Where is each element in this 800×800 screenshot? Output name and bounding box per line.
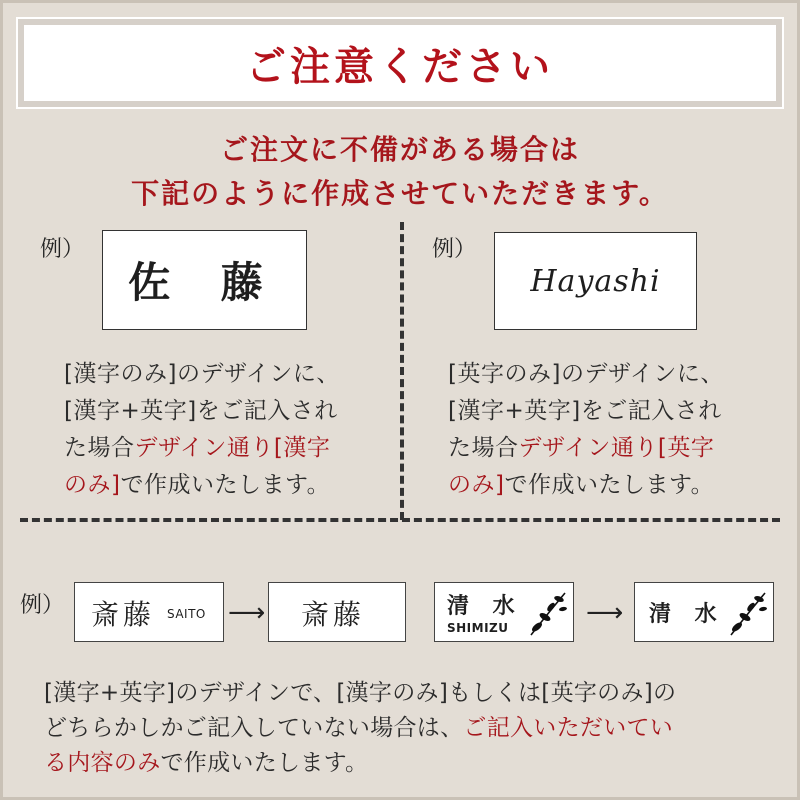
notice-banner [16,17,784,109]
right-desc-line-4 [448,467,778,504]
saito-kanji-text-after: 斎藤 [301,598,366,631]
shimizu-roman-text: SHIMIZU [447,621,509,635]
lead-text [0,128,800,216]
example-label-left: 例） [40,237,85,262]
nameplate-english-text: Hayashi [530,263,661,299]
right-description [448,356,778,504]
saito-kanji-text: 斎藤 [91,598,156,631]
left-desc-line-3 [64,430,384,467]
nameplate-saito-after [268,582,406,642]
shimizu-kanji-text-after: 清 水 [649,601,725,627]
left-desc-line-4 [64,467,384,504]
footer-line-1: [漢字+英字]のデザインで、[漢字のみ]もしくは[英字のみ]の [44,680,677,706]
arrow-icon-2: ⟶ [586,598,624,628]
left-desc-line-3-highlight: デザイン通り[漢字 [134,435,331,461]
right-desc-line-3 [448,430,778,467]
leaf-branch-icon-2 [727,587,771,639]
footer-note [44,676,784,781]
leaf-branch-icon [527,587,571,639]
lead-line-1: ご注文に不備がある場合は [219,133,580,166]
nameplate-saito-before [74,582,224,642]
left-desc-line-3-plain: た場合 [64,435,135,461]
example-label-right: 例） [432,237,477,262]
nameplate-kanji-only [102,230,307,330]
nameplate-kanji-text: 佐 藤 [128,258,281,307]
nameplate-shimizu-after [634,582,774,642]
footer-line-3 [44,746,784,781]
footer-line-3-highlight: る内容のみ [44,750,161,776]
footer-line-2-plain: どちらかしかご記入していない場合は、 [44,715,464,741]
horizontal-dashed-divider [20,518,780,522]
nameplate-shimizu-before [434,582,574,642]
left-desc-line-4-highlight: のみ] [64,472,121,498]
right-desc-line-1: [英字のみ]のデザインに、 [448,361,724,387]
left-desc-line-2: [漢字+英字]をご記入され [64,398,338,424]
notice-title: ご注意ください [246,43,554,90]
right-desc-line-3-highlight: デザイン通り[英字 [518,435,715,461]
shimizu-kanji-text: 清 水 [447,593,523,619]
lead-line-2: 下記のように作成させていただきます。 [131,177,669,210]
footer-line-2-highlight: ご記入いただいてい [463,715,674,741]
saito-roman-text: SAITO [167,607,206,621]
left-desc-line-1: [漢字のみ]のデザインに、 [64,361,340,387]
footer-line-2 [44,711,784,746]
arrow-icon: ⟶ [228,598,266,628]
right-desc-line-4-plain: で作成いたします。 [504,472,715,498]
right-desc-line-4-highlight: のみ] [448,472,505,498]
left-desc-line-4-plain: で作成いたします。 [120,472,331,498]
example-label-bottom: 例） [20,593,65,618]
vertical-dashed-divider [400,222,404,520]
left-description [64,356,384,504]
right-desc-line-3-plain: た場合 [448,435,519,461]
notice-banner-inner [24,25,776,101]
nameplate-english-only [494,232,697,330]
right-desc-line-2: [漢字+英字]をご記入され [448,398,722,424]
footer-line-3-plain: で作成いたします。 [160,750,369,776]
